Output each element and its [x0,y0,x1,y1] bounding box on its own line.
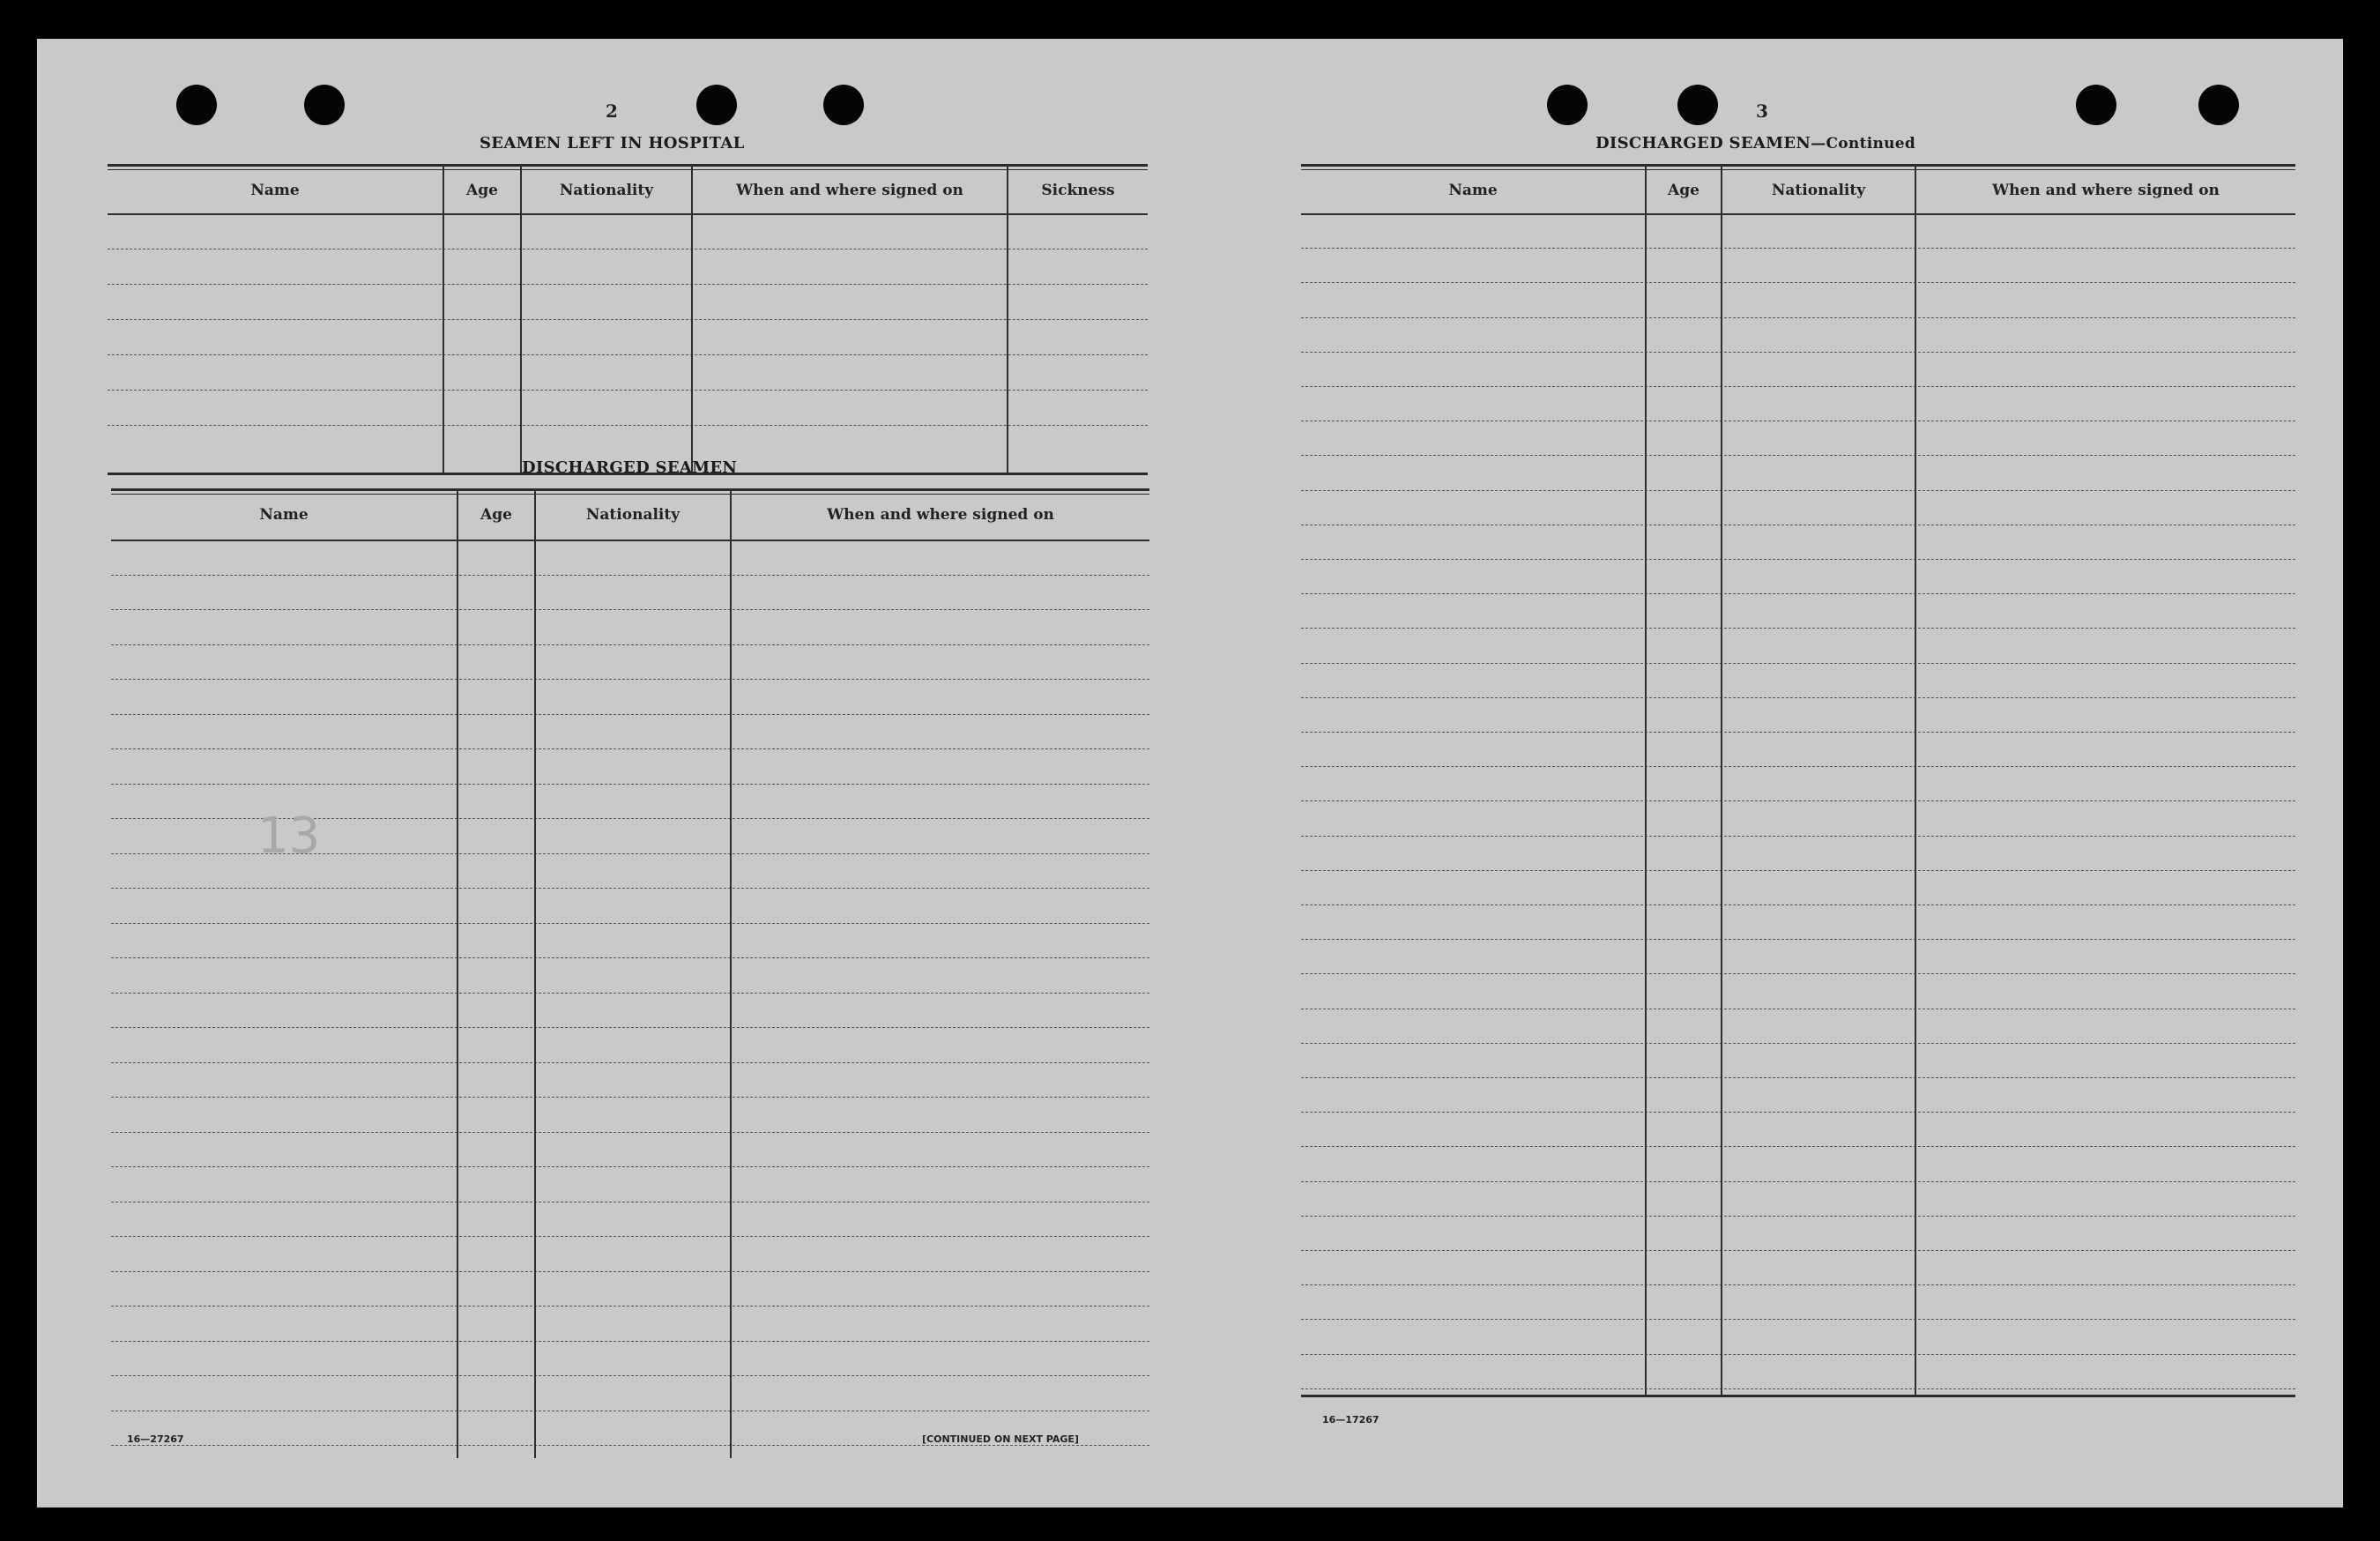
discharged-continued-table [1301,164,2295,1400]
table-row-line [1301,455,2295,456]
table-row-line [1301,973,2295,974]
col-header-name: Name [1448,182,1498,199]
col-header-signed-on: When and where signed on [827,506,1054,524]
table-row-line [111,993,1149,994]
table-row-line [1301,1181,2295,1182]
col-header-name: Name [259,506,309,524]
table-row-line [111,748,1149,749]
table-row-line [111,575,1149,576]
col-header-name: Name [250,182,300,199]
table-row-line [111,714,1149,715]
left-page [37,39,1183,1508]
discharged-section-title: DISCHARGED SEAMEN [522,458,738,477]
title-main: DISCHARGED SEAMEN [1595,134,1811,153]
table-row-line [1301,490,2295,491]
table-row-line [111,1062,1149,1063]
table-row-line [1301,628,2295,629]
table-row-line [111,1027,1149,1028]
table-row-line [1301,282,2295,283]
table-row-line [111,888,1149,889]
table-row-line [1301,386,2295,387]
table-row-line [1301,1077,2295,1078]
table-row-line [111,1132,1149,1133]
document-sheet [37,39,2343,1508]
table-row-line [1301,1112,2295,1113]
page-number: 3 [1756,100,1768,122]
table-row-line [111,1097,1149,1098]
table-row-line [1301,800,2295,801]
form-number: 16—27267 [127,1433,184,1445]
discharged-table [111,488,1149,1458]
table-row-line [1301,1354,2295,1355]
table-row-line [1301,732,2295,733]
table-row-line [1301,766,2295,767]
hospital-table [108,164,1148,477]
discharged-continued-title [1595,134,1915,153]
table-row-line [1301,697,2295,698]
page-number: 2 [606,100,618,122]
table-row-line [111,1445,1149,1446]
col-header-signed-on: When and where signed on [736,182,963,199]
table-row-line [111,609,1149,610]
form-number: 16—17267 [1322,1414,1380,1426]
col-header-nationality: Nationality [559,182,654,199]
table-row-line [1301,836,2295,837]
table-row-line [1301,1319,2295,1320]
table-row-line [111,784,1149,785]
table-row-line [1301,1216,2295,1217]
table-row-line [1301,1284,2295,1285]
hospital-section-title: SEAMEN LEFT IN HOSPITAL [480,134,745,153]
table-row-line [1301,870,2295,871]
table-row-line [111,1166,1149,1167]
col-header-sickness: Sickness [1041,182,1115,199]
col-header-nationality: Nationality [1771,182,1866,199]
col-header-signed-on: When and where signed on [1992,182,2220,199]
table-row-line [111,1271,1149,1272]
table-row-line [111,1236,1149,1237]
faint-number: 13 [257,808,321,865]
table-row-line [1301,352,2295,353]
table-row-line [1301,1388,2295,1389]
table-row-line [111,957,1149,958]
table-row-line [1301,663,2295,664]
table-row-line [1301,1250,2295,1251]
table-row-line [1301,904,2295,905]
right-page [1183,39,2343,1508]
col-header-age: Age [1668,182,1699,199]
table-row-line [1301,317,2295,318]
col-header-age: Age [480,506,512,524]
table-row-line [111,1375,1149,1376]
col-header-age: Age [466,182,498,199]
col-header-nationality: Nationality [585,506,681,524]
title-continued: —Continued [1811,135,1916,153]
table-row-line [111,644,1149,645]
continued-note: [CONTINUED ON NEXT PAGE] [922,1433,1079,1445]
table-row-line [1301,1043,2295,1044]
table-row-line [111,923,1149,924]
table-row-line [111,679,1149,680]
table-row-line [1301,559,2295,560]
table-row-line [111,1341,1149,1342]
table-row-line [1301,593,2295,594]
table-row-line [1301,248,2295,249]
table-row-line [1301,1146,2295,1147]
table-row-line [1301,939,2295,940]
